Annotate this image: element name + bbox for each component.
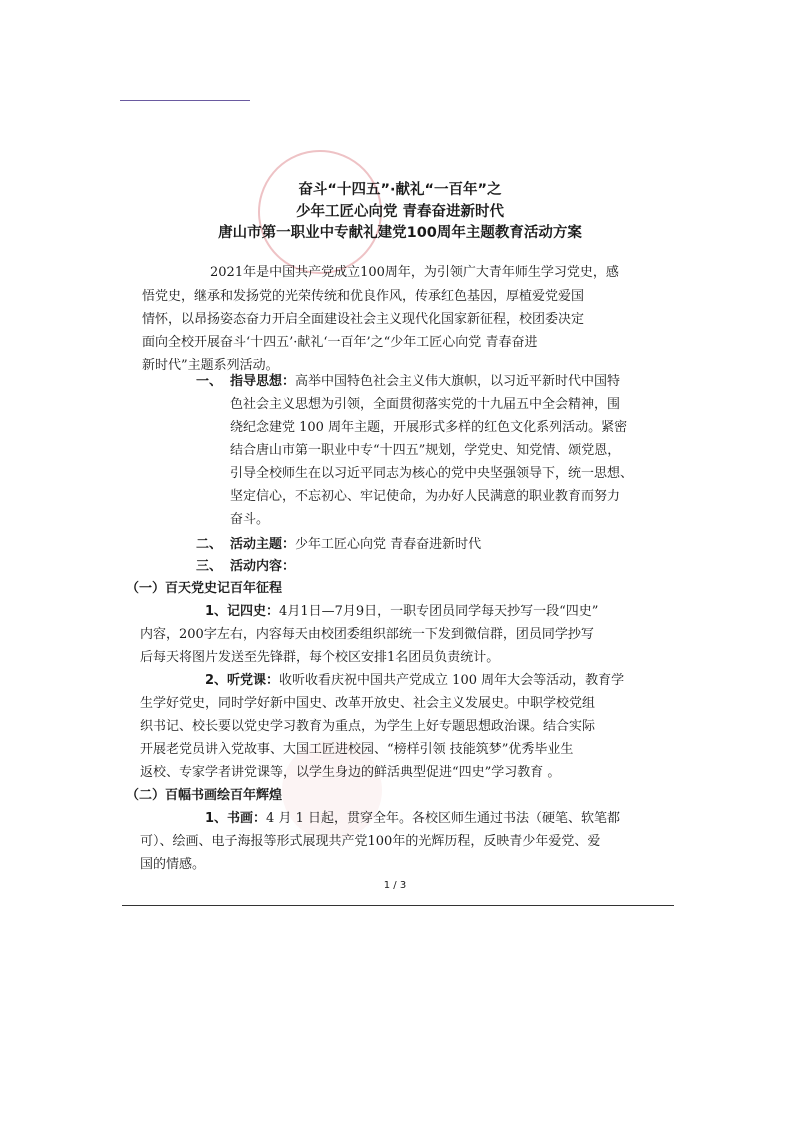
part-1-item-1-text: 4月1日—7月9日，一职专团员同学每天抄写一段“四史” (279, 604, 599, 619)
section-1-line: 色社会主义思想为引领，全面贯彻落实党的十九届五中全会精神，围 (230, 397, 621, 412)
part-1-item-2-line: 生学好党史，同时学好新中国史、改革开放史、社会主义发展史。中职学校党组 (140, 696, 596, 711)
part-1-item-1 (205, 603, 598, 621)
intro-line: 悟党史，继承和发扬党的光荣传统和优良作风，传承红色基因，厚植爱党爱国 (142, 289, 585, 304)
title-line-3: 唐山市第一职业中专献礼建党100周年主题教育活动方案 (218, 225, 582, 241)
part-2-item-1-text: 4 月 1 日起，贯穿全年。各校区师生通过书法（硬笔、软笔都 (266, 811, 620, 826)
section-2-line (230, 536, 481, 554)
part-1-item-2-text: 收听收看庆祝中国共产党成立 100 周年大会等活动，教育学 (279, 673, 625, 688)
page-number: 1 / 3 (383, 880, 407, 891)
section-1-line: 奋斗。 (230, 512, 270, 527)
intro-line: 新时代”主题系列活动。 (142, 358, 279, 373)
part-1-item-1-line: 后每天将图片发送至先锋群，每个校区安排1名团员负责统计。 (140, 650, 500, 665)
section-3-number: 三、 (196, 559, 223, 574)
part-2-item-1-line: 国的情感。 (140, 857, 206, 872)
section-2-label: 活动主题： (230, 537, 296, 552)
part-1-item-1-label: 1、记四史： (205, 604, 280, 619)
title-line-2: 少年工匠心向党 青春奋进新时代 (295, 204, 505, 220)
section-1-line: 坚定信心，不忘初心、牢记使命，为办好人民满意的职业教育而努力 (230, 489, 621, 504)
part-1-item-1-line: 内容，200字左右，内容每天由校团委组织部统一下发到微信群，团员同学抄写 (140, 627, 594, 642)
title-line-1: 奋斗“十四五”·献礼“一百年”之 (298, 182, 502, 198)
part-2-item-1-line: 可）、绘画、电子海报等形式展现共产党100年的光辉历程，反映青少年爱党、爱 (140, 834, 601, 849)
part-1-item-2-line: 开展老党员讲入党故事、大国工匠进校园、“榜样引领 技能筑梦”优秀毕业生 (140, 742, 574, 757)
part-1-item-2 (205, 672, 624, 690)
part-1-item-2-line: 返校、专家学者讲党课等，以学生身边的鲜活典型促进“四史”学习教育 。 (140, 765, 561, 780)
part-1-heading: （一）百天党史记百年征程 (126, 581, 283, 596)
part-2-heading: （二）百幅书画绘百年辉煌 (126, 788, 283, 803)
intro-line: 面向全校开展奋斗‘十四五’·献礼‘一百年’之“少年工匠心向党 青春奋进 (142, 335, 538, 350)
section-1-line: 绕纪念建党 100 周年主题，开展形式多样的红色文化系列活动。紧密 (230, 420, 628, 435)
section-2-number: 二、 (196, 537, 223, 552)
section-2-text: 少年工匠心向党 青春奋进新时代 (295, 537, 482, 552)
section-1-text: 高举中国特色社会主义伟大旗帜，以习近平新时代中国特 (295, 374, 621, 389)
section-1-line: 结合唐山市第一职业中专“十四五”规划，学党史、知党情、颂党恩， (230, 443, 621, 458)
part-1-item-2-line: 织书记、校长要以党史学习教育为重点，为学生上好专题思想政治课。结合实际 (140, 719, 596, 734)
section-1-line: 引导全校师生在以习近平同志为核心的党中央坚强领导下，统一思想、 (230, 466, 634, 481)
section-1-label: 指导思想： (230, 374, 296, 389)
intro-line: 情怀，以昂扬姿态奋力开启全面建设社会主义现代化国家新征程，校团委决定 (142, 312, 585, 327)
part-2-item-1-label: 1、书画： (205, 811, 267, 826)
section-1-number: 一、 (196, 374, 223, 389)
intro-line: 2021年是中国共产党成立100周年，为引领广大青年师生学习党史，感 (210, 265, 619, 280)
section-1-first-line (230, 373, 620, 391)
scan-edge-bottom (122, 905, 674, 906)
section-3-label: 活动内容： (230, 559, 296, 574)
part-1-item-2-label: 2、听党课： (205, 673, 280, 688)
scan-edge-top (120, 100, 250, 101)
part-2-item-1 (205, 810, 620, 828)
